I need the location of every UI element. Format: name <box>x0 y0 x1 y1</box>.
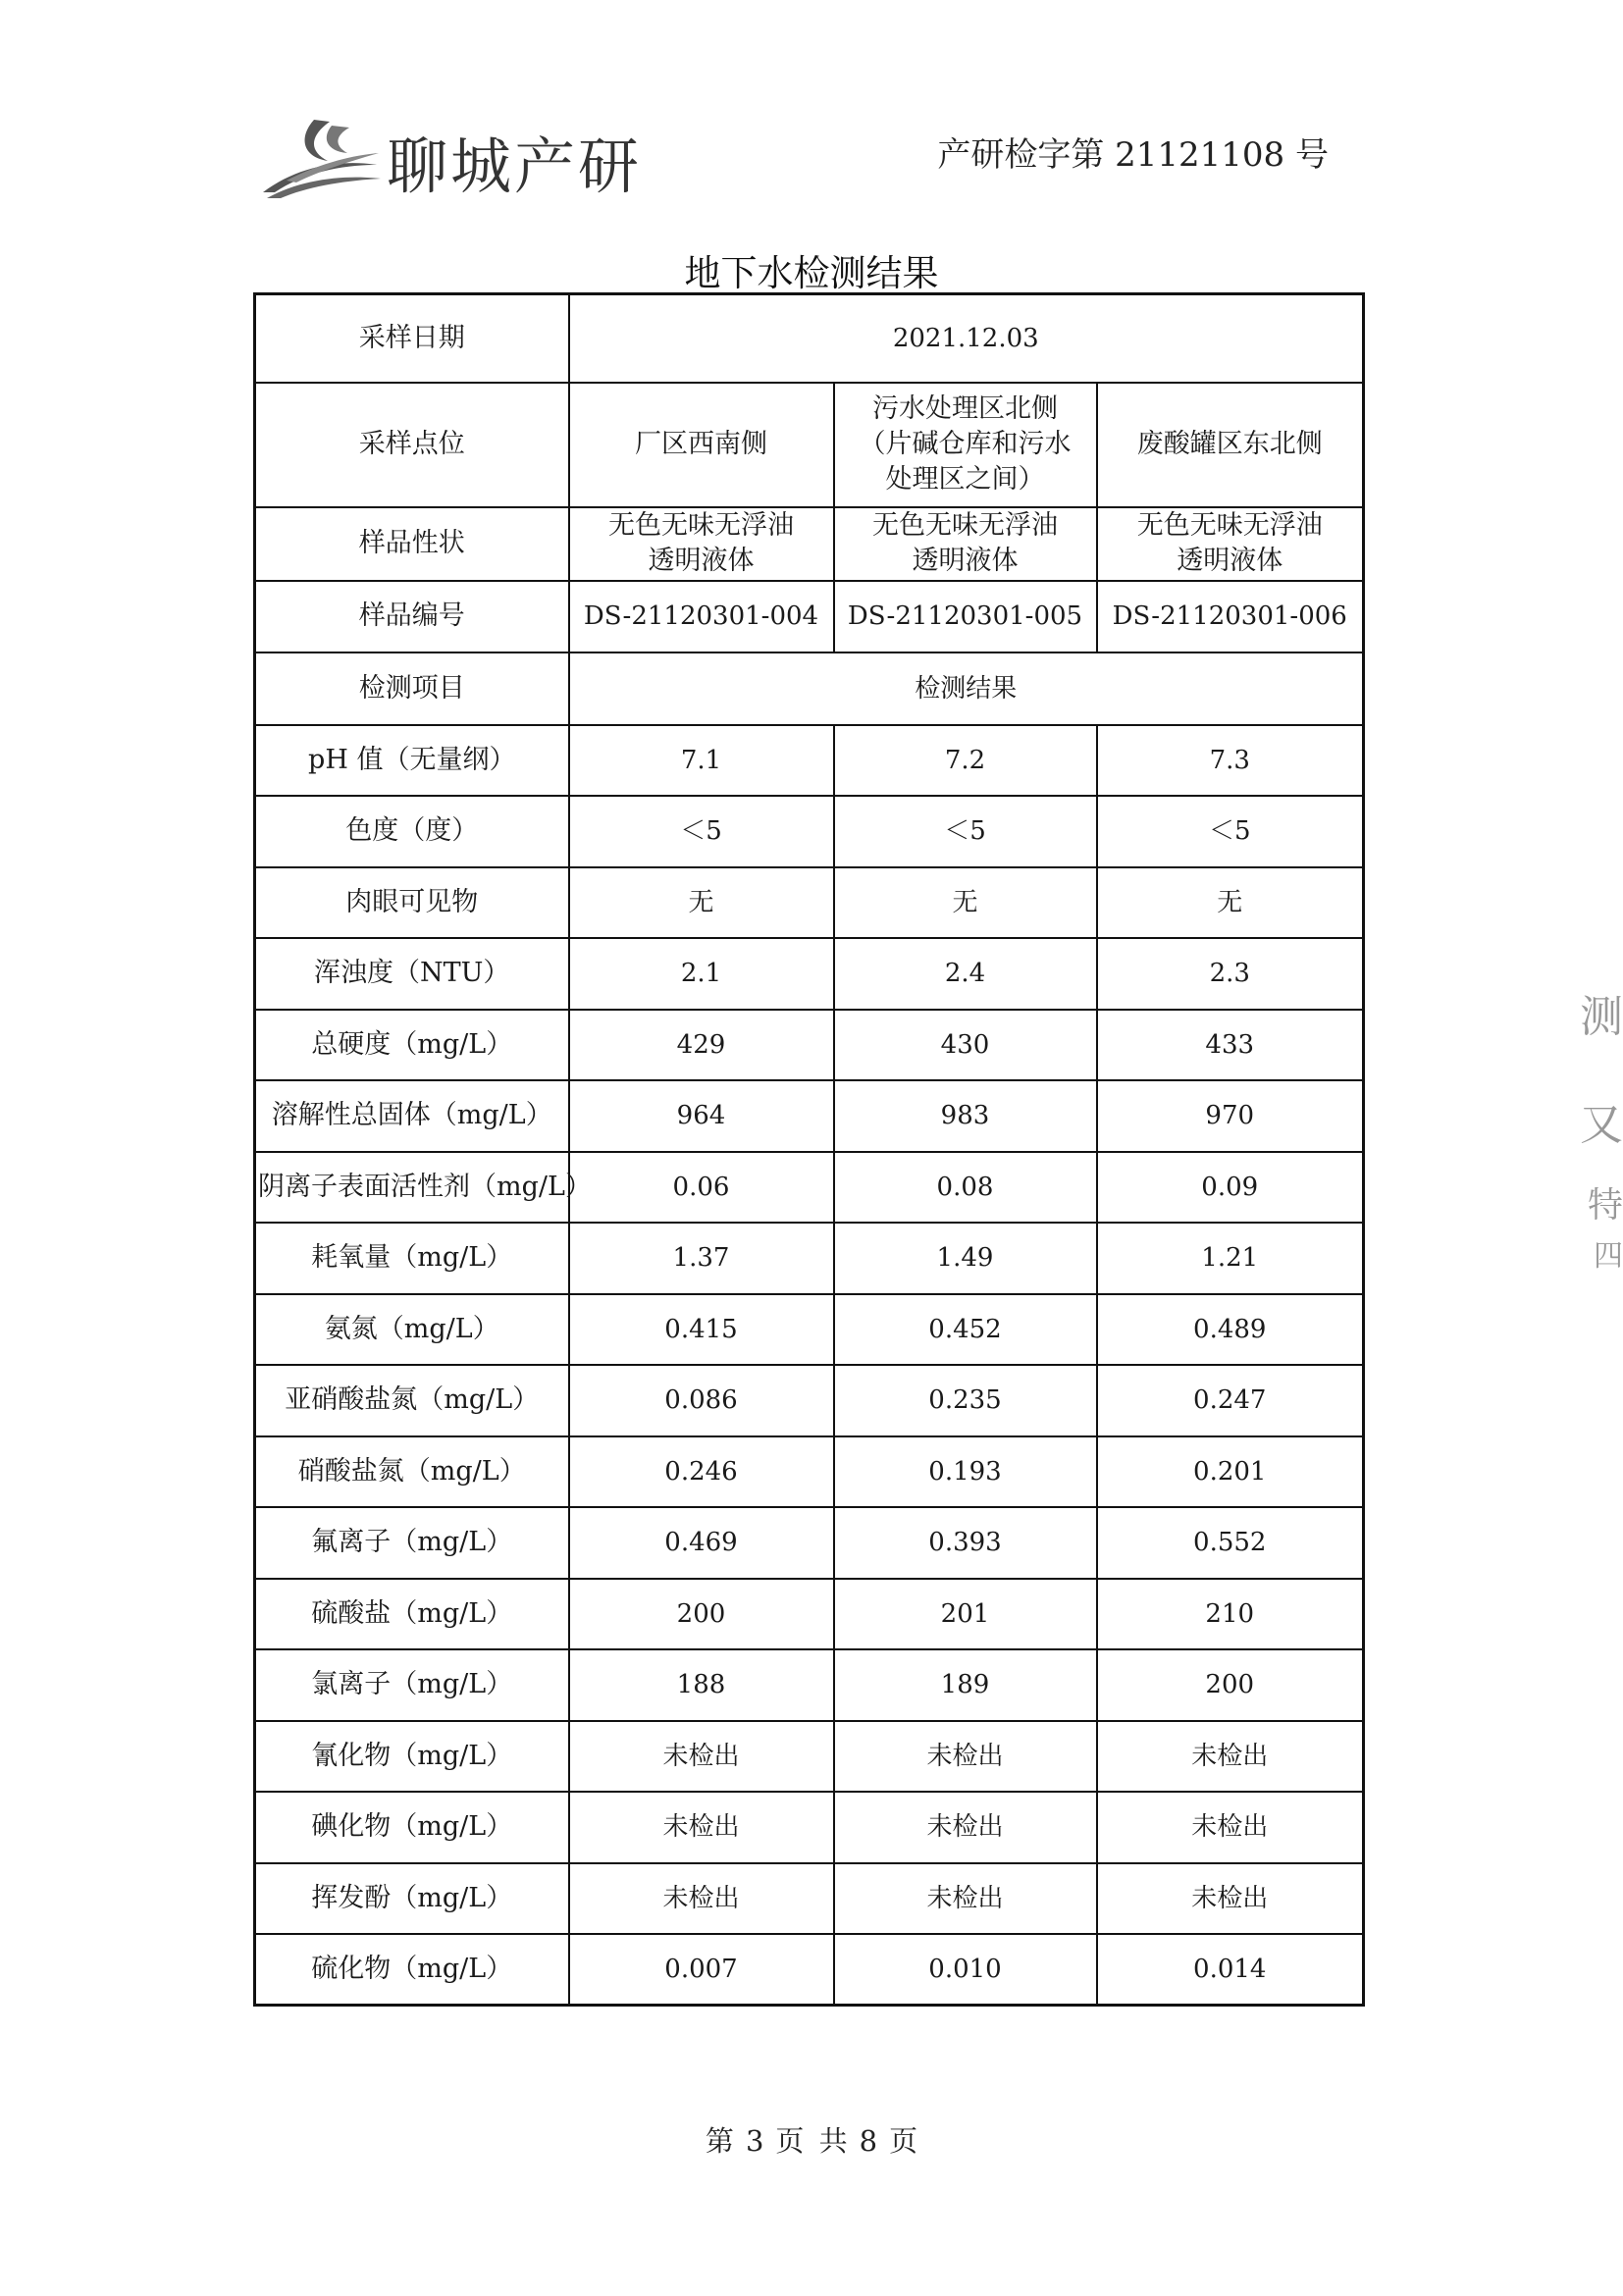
result-value-2: 无 <box>834 867 1097 939</box>
company-logo <box>257 108 689 201</box>
edge-mark-2: 又 <box>1580 1100 1623 1150</box>
result-value-3: 2.3 <box>1097 938 1364 1010</box>
result-value-2: 201 <box>834 1579 1097 1650</box>
table-row <box>255 1863 1364 1935</box>
sample-id-3: DS-21120301-006 <box>1097 581 1364 652</box>
company-name: 聊城产研 <box>387 130 643 202</box>
test-item-name: 挥发酚（mg/L） <box>255 1863 569 1935</box>
result-value-3: 1.21 <box>1097 1223 1364 1294</box>
table-row <box>255 1010 1364 1081</box>
test-item-name: 硫化物（mg/L） <box>255 1934 569 2006</box>
result-value-2: 1.49 <box>834 1223 1097 1294</box>
edge-mark-4: 四 <box>1594 1239 1623 1274</box>
result-value-2: 0.193 <box>834 1436 1097 1508</box>
sample-appearance-label: 样品性状 <box>255 507 569 581</box>
report-number: 产研检字第 21121108 号 <box>937 135 1329 175</box>
result-value-1: 0.086 <box>569 1365 834 1436</box>
sampling-point-label: 采样点位 <box>255 383 569 507</box>
table-row <box>255 725 1364 797</box>
result-value-3: 未检出 <box>1097 1792 1364 1863</box>
sampling-date-row <box>255 294 1364 383</box>
test-item-name: 氟离子（mg/L） <box>255 1507 569 1579</box>
result-value-3: 未检出 <box>1097 1721 1364 1793</box>
sample-appearance-1: 无色无味无浮油透明液体 <box>569 507 834 581</box>
result-value-3: 0.201 <box>1097 1436 1364 1508</box>
test-item-name: 阴离子表面活性剂（mg/L） <box>255 1152 569 1224</box>
table-row <box>255 796 1364 867</box>
result-value-3: 0.247 <box>1097 1365 1364 1436</box>
page-footer <box>0 2119 1623 2160</box>
result-value-1: 200 <box>569 1579 834 1650</box>
test-item-name: 肉眼可见物 <box>255 867 569 939</box>
test-item-name: pH 值（无量纲） <box>255 725 569 797</box>
edge-mark-3: 特 <box>1587 1185 1623 1226</box>
item-header: 检测项目 <box>255 652 569 725</box>
result-value-3: 433 <box>1097 1010 1364 1081</box>
result-value-2: 7.2 <box>834 725 1097 797</box>
result-value-3: 0.489 <box>1097 1294 1364 1366</box>
test-item-name: 溶解性总固体（mg/L） <box>255 1080 569 1152</box>
test-item-name: 耗氧量（mg/L） <box>255 1223 569 1294</box>
footer-middle: 页 共 <box>775 2124 848 2158</box>
table-row <box>255 1223 1364 1294</box>
sampling-point-2: 污水处理区北侧（片碱仓库和污水处理区之间） <box>834 383 1097 507</box>
result-value-3: 7.3 <box>1097 725 1364 797</box>
result-value-3: 0.09 <box>1097 1152 1364 1224</box>
test-item-name: 总硬度（mg/L） <box>255 1010 569 1081</box>
result-value-3: 200 <box>1097 1649 1364 1721</box>
table-row <box>255 1507 1364 1579</box>
result-value-3: ＜5 <box>1097 796 1364 867</box>
test-item-name: 碘化物（mg/L） <box>255 1792 569 1863</box>
result-value-3: 210 <box>1097 1579 1364 1650</box>
result-value-1: 未检出 <box>569 1792 834 1863</box>
sample-id-1: DS-21120301-004 <box>569 581 834 652</box>
column-header-row <box>255 652 1364 725</box>
result-value-2: 未检出 <box>834 1721 1097 1793</box>
result-value-2: ＜5 <box>834 796 1097 867</box>
test-item-name: 硝酸盐氮（mg/L） <box>255 1436 569 1508</box>
test-item-name: 氨氮（mg/L） <box>255 1294 569 1366</box>
result-value-1: 1.37 <box>569 1223 834 1294</box>
test-item-name: 色度（度） <box>255 796 569 867</box>
table-row <box>255 1934 1364 2006</box>
sampling-date-label: 采样日期 <box>255 294 569 383</box>
result-value-1: 2.1 <box>569 938 834 1010</box>
result-value-1: 964 <box>569 1080 834 1152</box>
table-row <box>255 1080 1364 1152</box>
result-value-2: 0.235 <box>834 1365 1097 1436</box>
test-item-name: 亚硝酸盐氮（mg/L） <box>255 1365 569 1436</box>
test-item-name: 氰化物（mg/L） <box>255 1721 569 1793</box>
result-value-3: 0.552 <box>1097 1507 1364 1579</box>
result-value-2: 未检出 <box>834 1863 1097 1935</box>
result-value-1: 0.007 <box>569 1934 834 2006</box>
result-value-3: 未检出 <box>1097 1863 1364 1935</box>
result-value-2: 0.08 <box>834 1152 1097 1224</box>
result-value-1: 无 <box>569 867 834 939</box>
result-value-2: 0.452 <box>834 1294 1097 1366</box>
result-value-1: 未检出 <box>569 1863 834 1935</box>
result-value-2: 2.4 <box>834 938 1097 1010</box>
result-value-2: 0.010 <box>834 1934 1097 2006</box>
sample-appearance-row <box>255 507 1364 581</box>
result-value-1: 429 <box>569 1010 834 1081</box>
company-logo-icon <box>257 116 385 199</box>
result-value-2: 0.393 <box>834 1507 1097 1579</box>
sample-id-2: DS-21120301-005 <box>834 581 1097 652</box>
result-value-2: 189 <box>834 1649 1097 1721</box>
sampling-date-value: 2021.12.03 <box>569 294 1364 383</box>
table-row <box>255 938 1364 1010</box>
result-value-1: 0.246 <box>569 1436 834 1508</box>
sample-appearance-3: 无色无味无浮油透明液体 <box>1097 507 1364 581</box>
result-value-1: 188 <box>569 1649 834 1721</box>
table-row <box>255 1365 1364 1436</box>
sampling-point-1: 厂区西南侧 <box>569 383 834 507</box>
footer-prefix: 第 <box>705 2124 734 2158</box>
table-row <box>255 867 1364 939</box>
result-value-3: 970 <box>1097 1080 1364 1152</box>
result-value-2: 430 <box>834 1010 1097 1081</box>
footer-total-pages: 8 <box>859 2124 878 2158</box>
footer-page-number: 3 <box>745 2124 764 2158</box>
table-row <box>255 1152 1364 1224</box>
sampling-point-3: 废酸罐区东北侧 <box>1097 383 1364 507</box>
table-row <box>255 1294 1364 1366</box>
result-value-1: 7.1 <box>569 725 834 797</box>
test-item-name: 氯离子（mg/L） <box>255 1649 569 1721</box>
table-row <box>255 1579 1364 1650</box>
sample-appearance-2: 无色无味无浮油透明液体 <box>834 507 1097 581</box>
edge-mark-1: 测 <box>1580 992 1623 1042</box>
result-value-2: 未检出 <box>834 1792 1097 1863</box>
table-row <box>255 1721 1364 1793</box>
result-header: 检测结果 <box>569 652 1364 725</box>
result-value-1: ＜5 <box>569 796 834 867</box>
sample-id-label: 样品编号 <box>255 581 569 652</box>
test-item-name: 硫酸盐（mg/L） <box>255 1579 569 1650</box>
sample-id-row <box>255 581 1364 652</box>
results-table <box>253 292 1365 2007</box>
test-item-name: 浑浊度（NTU） <box>255 938 569 1010</box>
result-value-3: 0.014 <box>1097 1934 1364 2006</box>
footer-suffix: 页 <box>889 2124 918 2158</box>
result-value-1: 0.06 <box>569 1152 834 1224</box>
table-row <box>255 1649 1364 1721</box>
result-value-1: 0.469 <box>569 1507 834 1579</box>
result-value-3: 无 <box>1097 867 1364 939</box>
result-value-1: 未检出 <box>569 1721 834 1793</box>
page-title: 地下水检测结果 <box>684 252 939 294</box>
result-value-1: 0.415 <box>569 1294 834 1366</box>
table-row <box>255 1436 1364 1508</box>
table-row <box>255 1792 1364 1863</box>
sampling-point-row <box>255 383 1364 507</box>
result-value-2: 983 <box>834 1080 1097 1152</box>
